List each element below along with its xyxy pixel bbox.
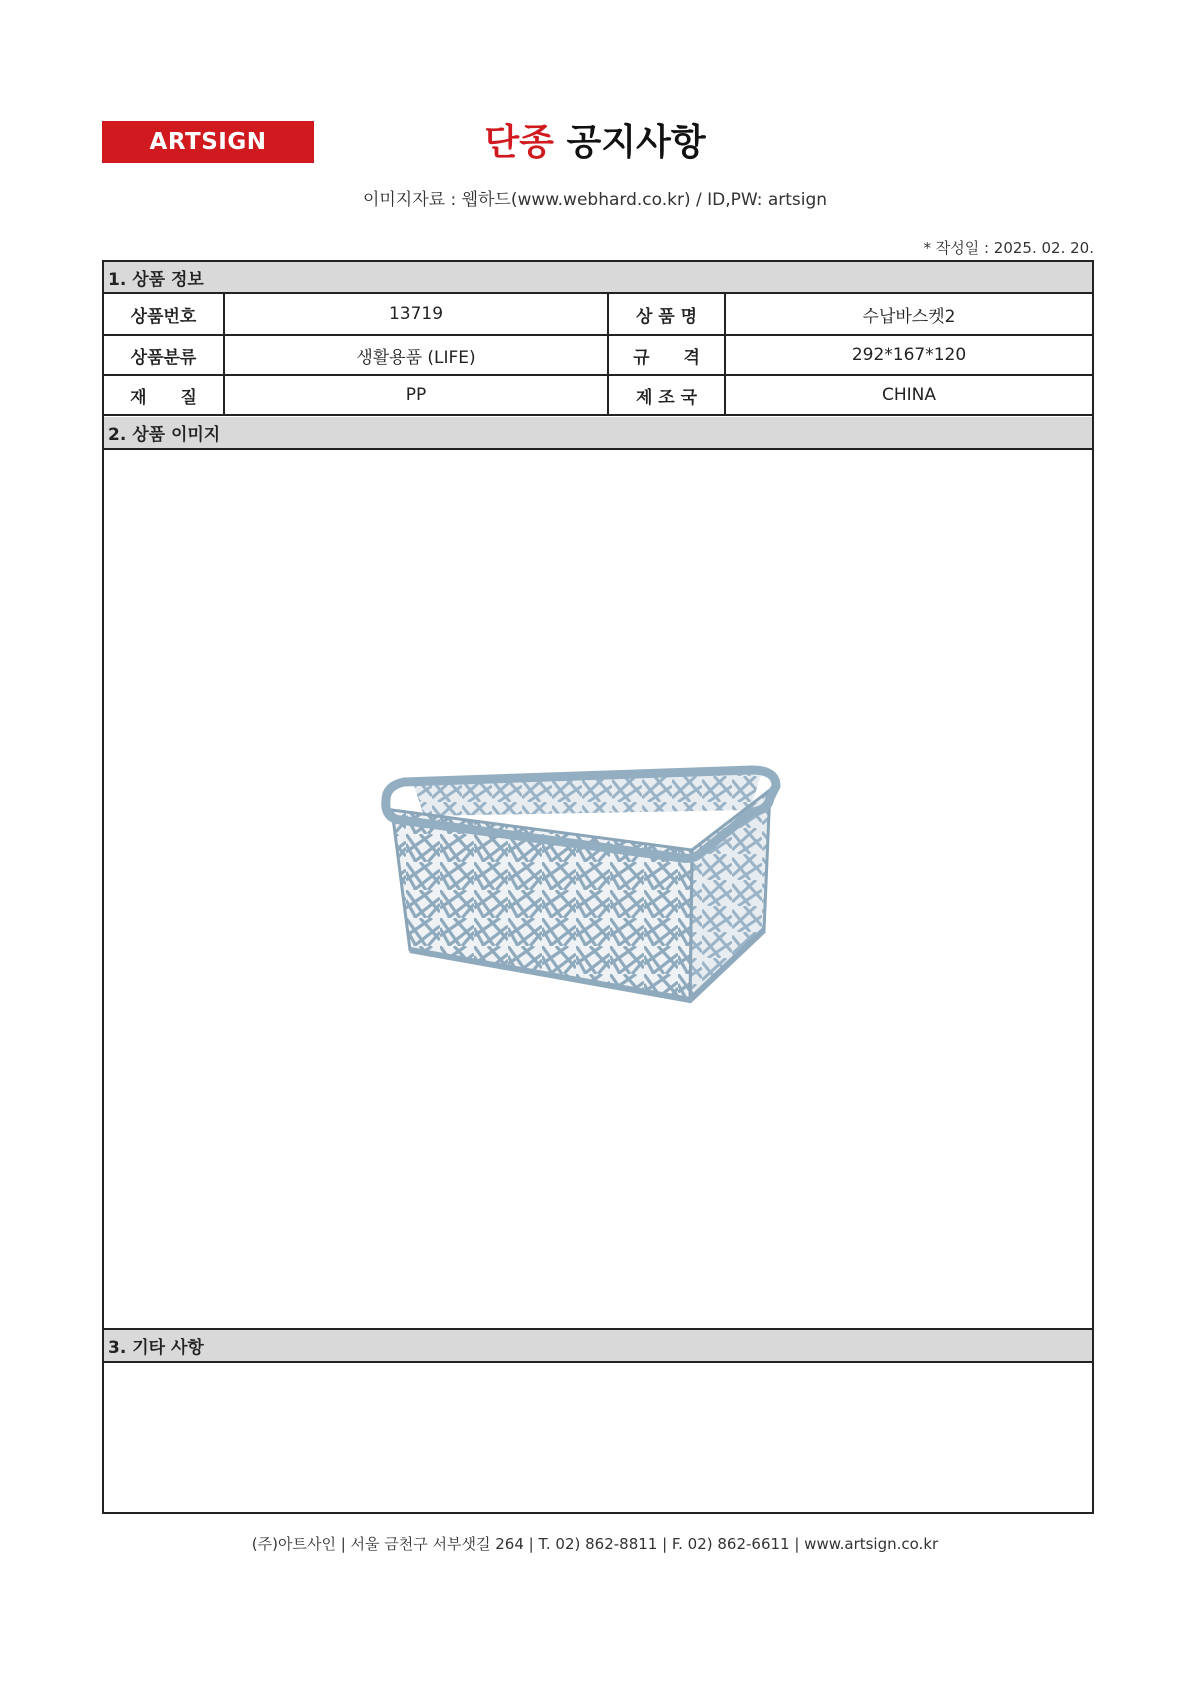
product-number-value: 13719 bbox=[224, 294, 608, 335]
image-source-note: 이미지자료 : 웹하드(www.webhard.co.kr) / ID,PW: artsign bbox=[362, 190, 828, 210]
basket-product-image bbox=[372, 750, 792, 1010]
product-origin-value: CHINA bbox=[725, 375, 1092, 415]
section-product-image-title: 2. 상품 이미지 bbox=[108, 425, 221, 445]
section-product-image-header bbox=[104, 417, 1092, 450]
product-name-value: 수납바스켓2 bbox=[725, 294, 1092, 335]
section-product-info-header bbox=[104, 262, 1092, 294]
company-footer: (주)아트사인 | 서울 금천구 서부샛길 264 | T. 02) 862-8811 | F. 02) 862-6611 | www.artsign.co.kr bbox=[251, 1535, 939, 1553]
product-spec-label: 규 격 bbox=[608, 335, 725, 375]
product-spec-value: 292*167*120 bbox=[725, 335, 1092, 375]
section-product-info-title: 1. 상품 정보 bbox=[108, 269, 204, 290]
notice-frame bbox=[102, 260, 1094, 1514]
created-date: * 작성일 : 2025. 02. 20. bbox=[923, 239, 1094, 257]
product-info-table bbox=[104, 294, 1092, 416]
product-material-label: 재 질 bbox=[104, 375, 224, 415]
basket-right-side bbox=[690, 790, 770, 1000]
table-row bbox=[104, 294, 1092, 335]
product-material-value: PP bbox=[224, 375, 608, 415]
etc-content-area bbox=[104, 1363, 1092, 1512]
section-etc-title: 3. 기타 사항 bbox=[108, 1338, 204, 1358]
table-row bbox=[104, 375, 1092, 415]
product-number-label: 상품번호 bbox=[104, 294, 224, 335]
product-image-area bbox=[104, 450, 1092, 1330]
table-row bbox=[104, 335, 1092, 375]
title-rest: 공지사항 bbox=[553, 122, 706, 163]
product-category-label: 상품분류 bbox=[104, 335, 224, 375]
product-origin-label: 제 조 국 bbox=[608, 375, 725, 415]
section-etc-header bbox=[104, 1330, 1092, 1363]
title-highlight: 단종 bbox=[484, 122, 554, 163]
artsign-logo: ARTSIGN bbox=[102, 121, 314, 163]
product-category-value: 생활용품 (LIFE) bbox=[224, 335, 608, 375]
page-title bbox=[0, 114, 1190, 165]
product-name-label: 상 품 명 bbox=[608, 294, 725, 335]
